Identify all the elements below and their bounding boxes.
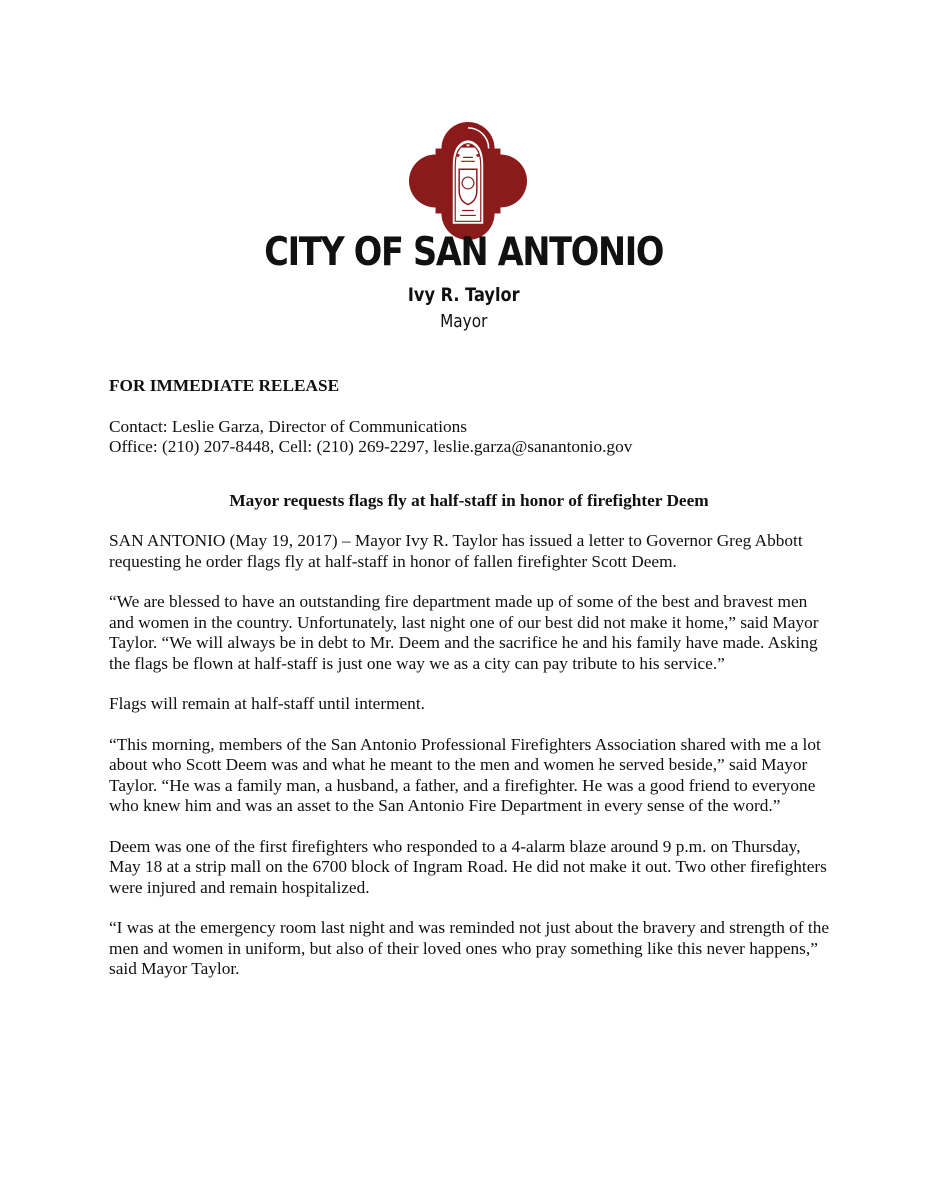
contact-line: Contact: Leslie Garza, Director of Communications xyxy=(109,416,467,436)
paragraph: “I was at the emergency room last night and was reminded not just about the bravery and strength of the men and women in uniform, but also of their loved ones who pray something like this never happens,” said Mayor Taylor. xyxy=(109,918,830,978)
paragraph: SAN ANTONIO (May 19, 2017) – Mayor Ivy R. Taylor has issued a letter to Governor Greg Abbott requesting he order flags fly at half-staff in honor of fallen firefighter Scott Deem. xyxy=(109,531,803,571)
paragraph: Deem was one of the first firefighters who responded to a 4-alarm blaze around 9 p.m. on Thursday, May 18 at a strip mall on the 6700 block of Ingram Road. He did not make it out. Two other firefighters were injured and remain hospitalized. xyxy=(109,836,827,897)
mayor-name: Ivy R. Taylor xyxy=(407,284,520,306)
contact-block xyxy=(109,417,829,458)
headline: Mayor requests flags fly at half-staff in honor of firefighter Deem xyxy=(229,490,709,510)
paragraph: “We are blessed to have an outstanding fire department made up of some of the best and bravest men and women in the country. Unfortunately, last night one of our best did not make it home,” said Mayor Taylor. “We will always be in debt to Mr. Deem and the sacrifice he and his family have made. Asking the flags be flown at half-staff is just one way we as a city can pay tribute to his service.” xyxy=(109,592,819,673)
paragraph: “This morning, members of the San Antonio Professional Firefighters Association shared with me a lot about who Scott Deem was and what he meant to the men and women he served beside,” said Mayor Taylor. “He was a family man, a husband, a father, and a firefighter. He was a good friend to everyone who knew him and was an asset to the San Antonio Fire Department in every sense of the word.” xyxy=(109,734,821,815)
release-label: FOR IMMEDIATE RELEASE xyxy=(109,376,340,395)
paragraph: Flags will remain at half-staff until interment. xyxy=(109,694,425,713)
release-body xyxy=(109,376,829,1000)
mayor-title: Mayor xyxy=(440,311,488,332)
city-seal-logo xyxy=(409,122,527,240)
office-line: Office: (210) 207-8448, Cell: (210) 269-2297, leslie.garza@sanantonio.gov xyxy=(109,437,633,456)
city-name-heading: CITY OF SAN ANTONIO xyxy=(264,230,664,275)
